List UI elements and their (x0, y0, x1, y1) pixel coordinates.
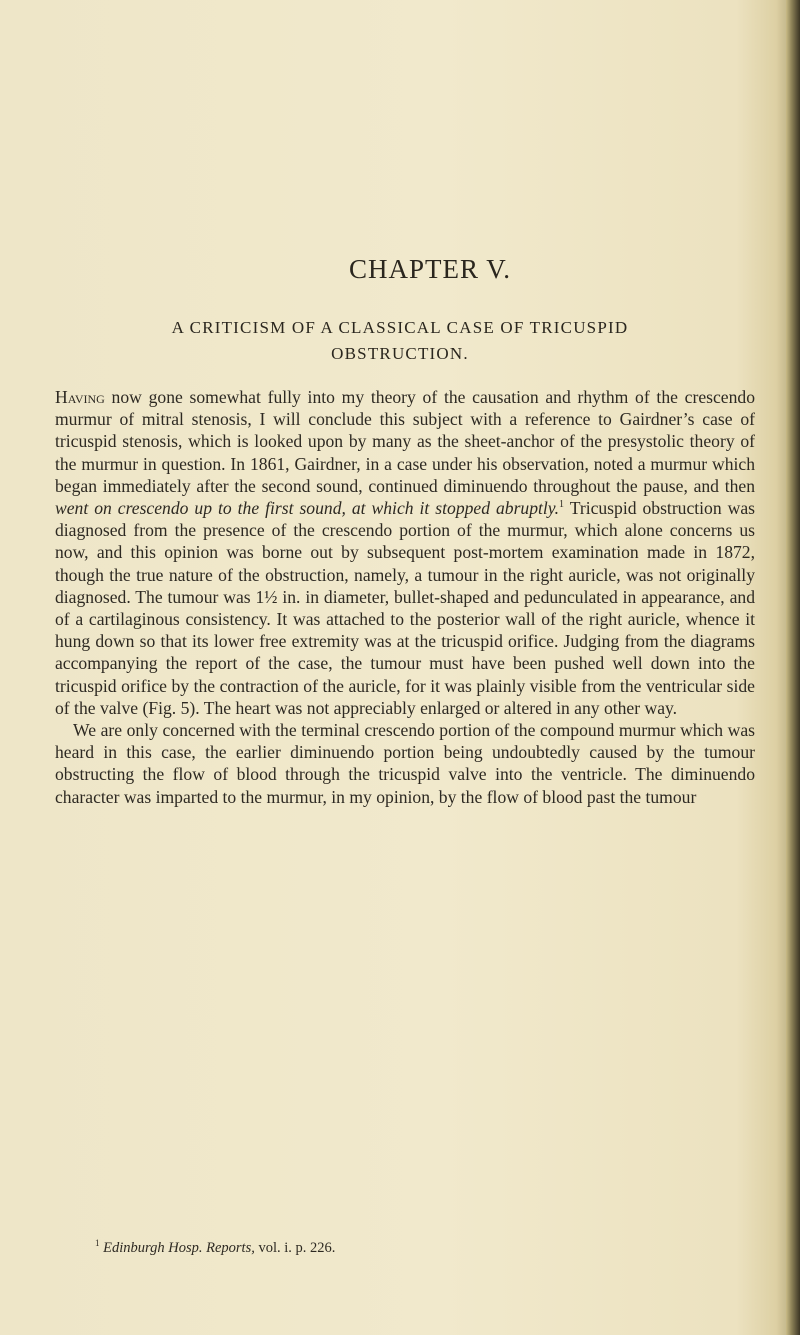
body-text (55, 386, 755, 808)
paragraph-2: We are only concerned with the terminal crescendo portion of the compound murmur which was heard in this case, the earlier diminuendo portion being undoubtedly caused by the tumour obstructing the flow of blood through the tricuspid valve into the ventricle. The diminuendo character was imparted to the murmur, in my opinion, by the flow of blood past the tumour (55, 720, 755, 807)
paragraph-1-text-a: now gone somewhat fully into my theory of the causation and rhythm of the crescendo murmur of mitral stenosis, I will conclude this subject with a reference to Gairdner’s case of tricuspid stenosis, which is looked upon by many as the sheet-anchor of the presystolic theory of the murmur in question. In 1861, Gairdner, in a case under his observation, noted a murmur which began immediately after the second sound, continued diminuendo throughout the pause, and then (55, 387, 755, 496)
paragraph-1-quote: went on crescendo up to the first sound, at which it stopped abruptly. (55, 498, 560, 519)
chapter-title (60, 315, 740, 367)
chapter-title-line-1: A CRITICISM OF A CLASSICAL CASE OF TRICUSPID (171, 318, 629, 337)
paragraph-1-dropword: Having (55, 387, 105, 407)
footnote-reference: 1 (559, 499, 565, 511)
paragraph-1-text-b: Tricuspid obstruction was diagnosed from the presence of the crescendo portion of the murmur, which alone concerns us now, and this opinion was borne out by subsequent post-mortem examination made in 1872, though the true nature of the obstruction, namely, a tumour in the right auricle, was not originally diagnosed. The tumour was 1½ in. in diameter, bullet-shaped and pedunculated in appearance, and of a cartilaginous consistency. It was attached to the posterior wall of the right auricle, whence it hung down so that its lower free extremity was at the tricuspid orifice. Judging from the diagrams accompanying the report of the case, the tumour must have been pushed well down into the tricuspid orifice by the contraction of the auricle, for it was plainly visible from the ventricular side of the valve (Fig. 5). The heart was not appreciably enlarged or altered in any other way. (55, 498, 755, 718)
paragraph-1 (55, 386, 755, 719)
page-edge-shadow (786, 0, 800, 1335)
chapter-title-line-2: OBSTRUCTION. (331, 344, 469, 363)
footnote-citation: vol. i. p. 226. (254, 1239, 336, 1256)
chapter-heading: CHAPTER V. (348, 254, 512, 284)
footnote-mark: 1 (95, 1238, 100, 1248)
footnote-source: Edinburgh Hosp. Reports, (103, 1239, 255, 1256)
footnote (95, 1238, 735, 1257)
